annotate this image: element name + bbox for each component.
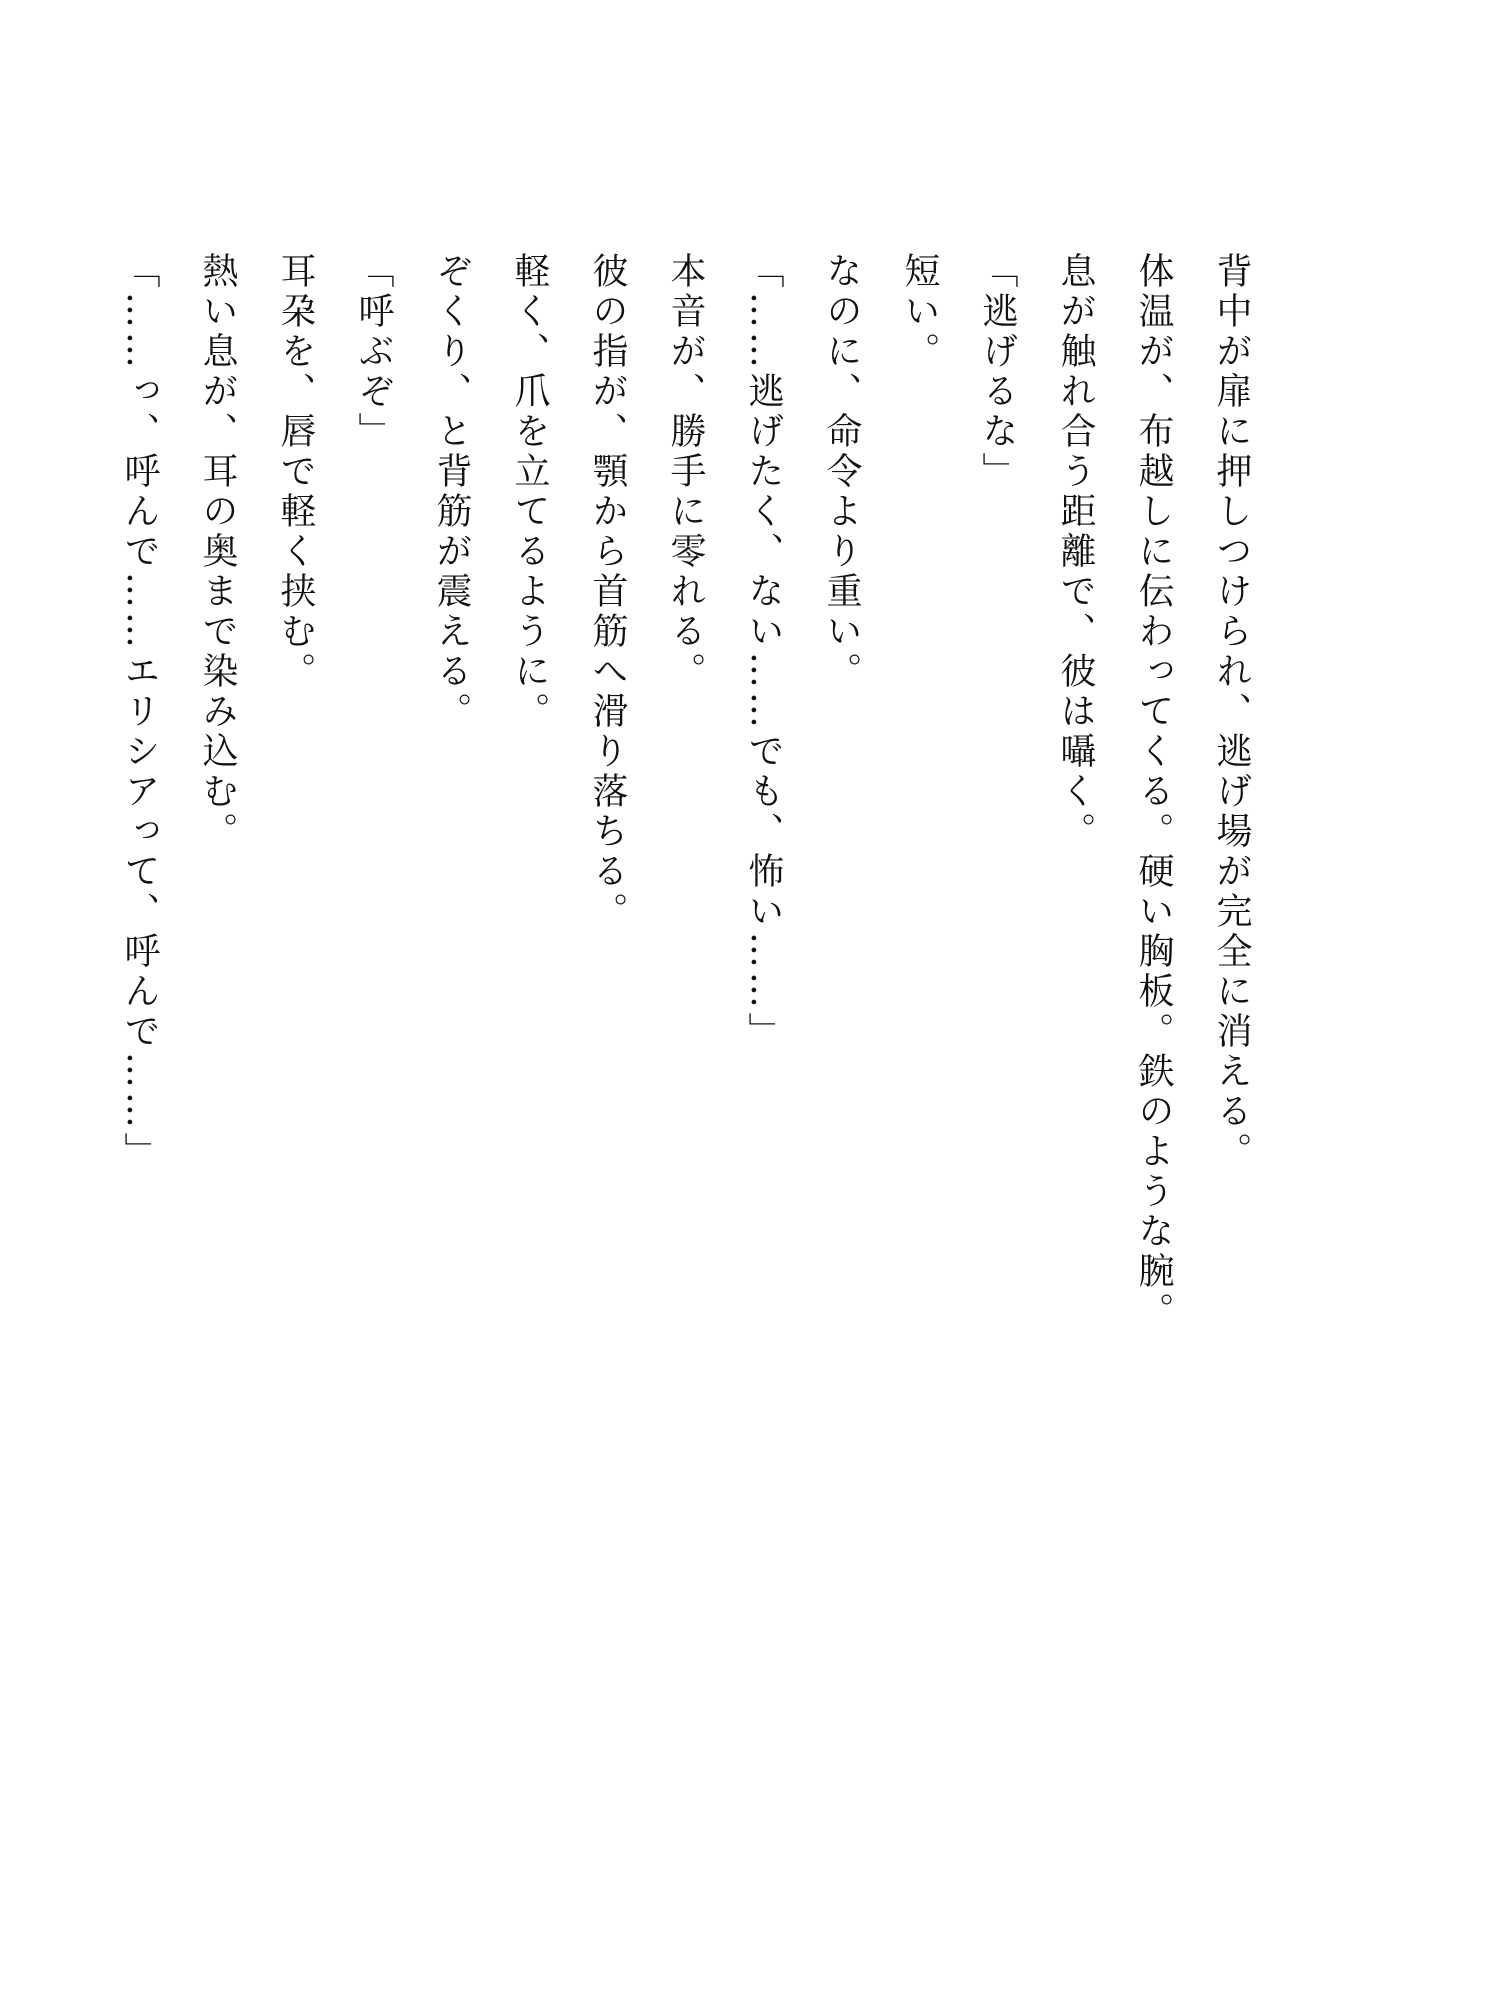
text-line: 熱い息が、耳の奥まで染み込む。 bbox=[197, 252, 238, 852]
text-line: ぞくり、と背筋が震える。 bbox=[431, 252, 472, 732]
text-line: 耳朶を、唇で軽く挟む。 bbox=[275, 252, 316, 692]
text-line: 体温が、布越しに伝わってくる。硬い胸板。鉄のような腕。 bbox=[1133, 252, 1174, 1332]
text-line: 短い。 bbox=[899, 252, 940, 372]
text-line: 軽く、爪を立てるように。 bbox=[509, 252, 550, 732]
text-line: 彼の指が、顎から首筋へ滑り落ちる。 bbox=[587, 252, 628, 932]
text-line: 本音が、勝手に零れる。 bbox=[665, 252, 706, 692]
text-line: 「逃げるな」 bbox=[977, 252, 1018, 492]
text-line: 「……っ、呼んで……エリシアって、呼んで……」 bbox=[119, 252, 160, 1172]
vertical-text-block bbox=[100, 252, 1270, 1332]
text-line: 「……逃げたく、ない……でも、怖い……」 bbox=[743, 252, 784, 1052]
text-line: 息が触れ合う距離で、彼は囁く。 bbox=[1055, 252, 1096, 852]
text-line: なのに、命令より重い。 bbox=[821, 252, 862, 692]
text-line: 背中が扉に押しつけられ、逃げ場が完全に消える。 bbox=[1211, 252, 1252, 1172]
text-line: 「呼ぶぞ」 bbox=[353, 252, 394, 452]
